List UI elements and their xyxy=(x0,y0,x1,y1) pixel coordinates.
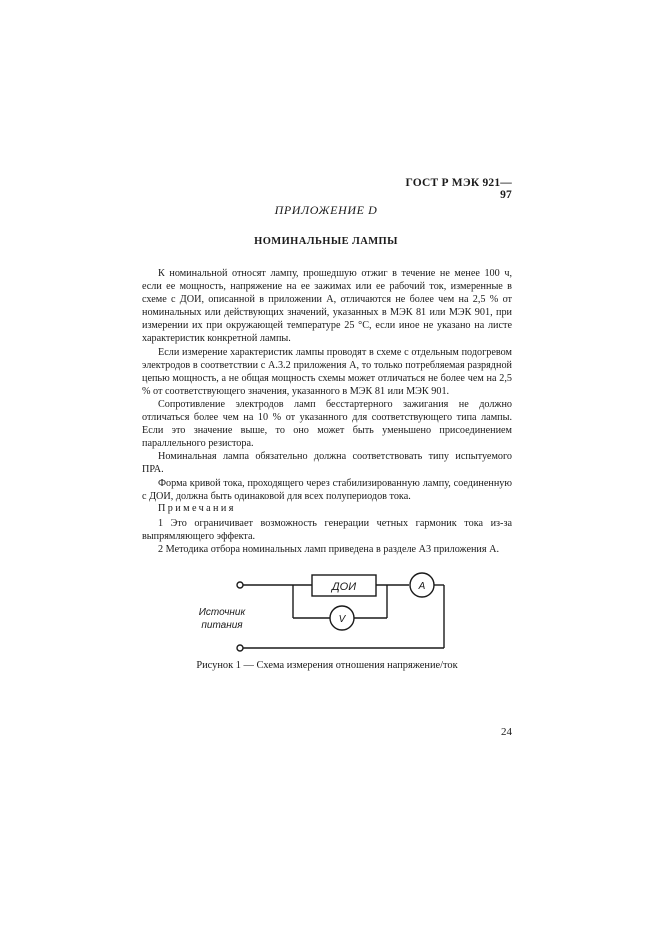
notes-list xyxy=(142,517,512,556)
source-label-1: Источник xyxy=(198,607,246,618)
note-item: 1 Это ограничивает возможность генерации четных гармоник тока из-за выпрямляющего эффекта. xyxy=(142,518,512,543)
source-label-2: питания xyxy=(201,620,243,631)
standard-code: ГОСТ Р МЭК 921—97 xyxy=(405,177,512,201)
doi-label: ДОИ xyxy=(331,581,357,593)
source-terminal-bottom xyxy=(237,645,243,651)
appendix-label: ПРИЛОЖЕНИЕ D xyxy=(274,203,378,217)
paragraph: Форма кривой тока, проходящего через стабилизированную лампу, соединенную с ДОИ, должна быть одинаковой для всех полупериодов тока. xyxy=(142,477,512,502)
figure-caption: Рисунок 1 — Схема измерения отношения напряжение/ток xyxy=(196,660,458,671)
ammeter-label: А xyxy=(418,581,426,592)
paragraph: К номинальной относят лампу, прошедшую отжиг в течение не менее 100 ч, если ее мощность, напряжение на ее зажимах или ее рабочий ток, измеренные в схеме с ДОИ, описанной в приложении А, отличаются не более чем на 2,5 % от номинальных или действующих значений, указанных в МЭК 81 или МЭК 901, при измерении их при окружающей температуре 25 °С, если иное не указано на листе характеристик конкретной лампы. xyxy=(142,268,512,345)
paragraph: Если измерение характеристик лампы проводят в схеме с отдельным подогревом электродов в соответствии с А.3.2 приложения А, то только потребляемая разрядной цепью мощность, а не общая мощность схемы может отличаться не более чем на 2,5 % от соответствующего значения, указанного в МЭК 81 или МЭК 901. xyxy=(142,346,512,397)
note-item: 2 Методика отбора номинальных ламп приведена в разделе А3 приложения А. xyxy=(158,544,500,556)
source-terminal-top xyxy=(237,582,243,588)
body-text xyxy=(142,267,512,503)
page-number: 24 xyxy=(501,726,512,738)
paragraph: Сопротивление электродов ламп бесстартерного зажигания не должно отличаться более чем на 10 % от указанного для соответствующего типа лампы. Если это значение выше, то оно может быть уменьшено присоединением параллельного резистора. xyxy=(142,398,512,450)
voltmeter-label: V xyxy=(338,614,346,625)
paragraph: Номинальная лампа обязательно должна соответствовать типу испытуемого ПРА. xyxy=(142,451,512,476)
section-title: НОМИНАЛЬНЫЕ ЛАМПЫ xyxy=(254,236,398,247)
circuit-diagram xyxy=(190,570,470,660)
notes-heading: Примечания xyxy=(158,503,236,514)
